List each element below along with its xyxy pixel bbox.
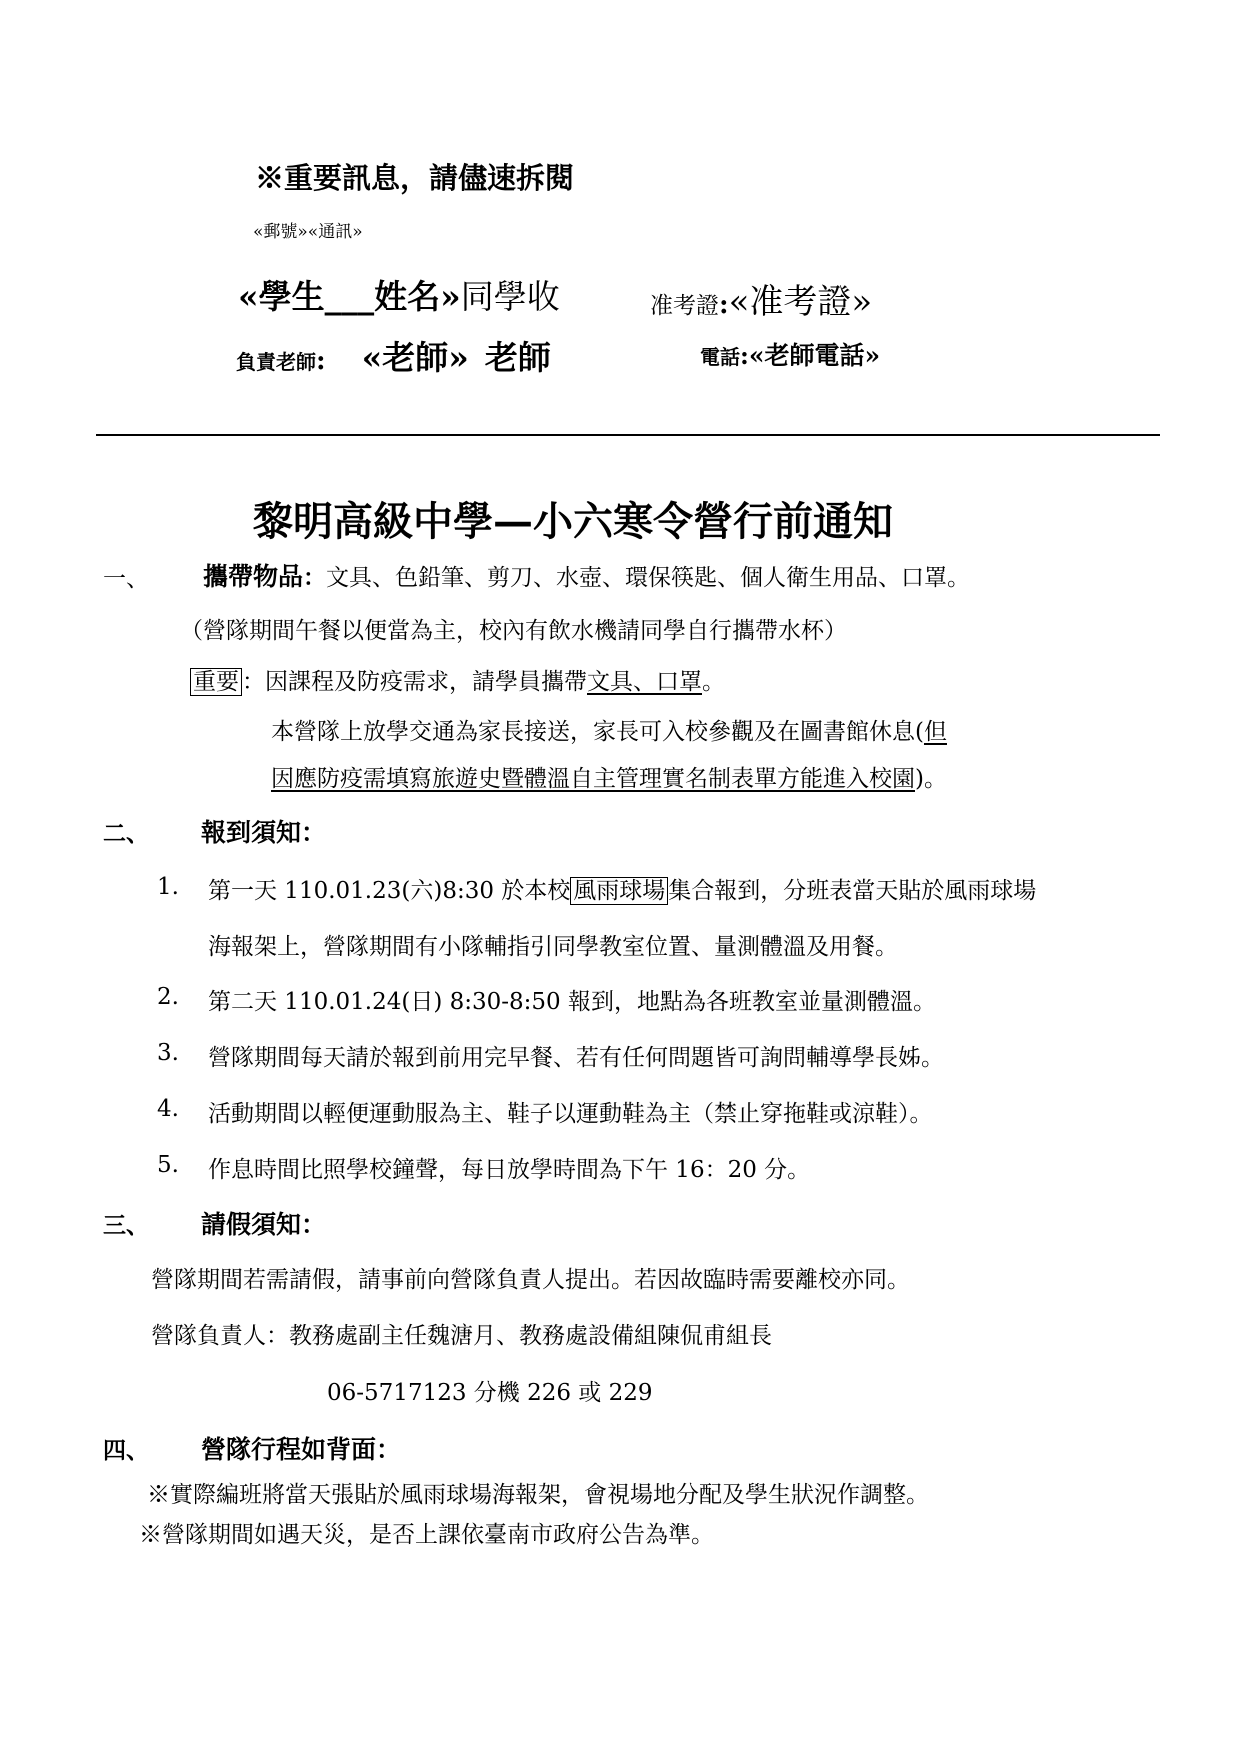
class-assignment-note: ※實際編班將當天張貼於風雨球場海報架，會視場地分配及學生狀況作調整。 (147, 1482, 929, 1508)
important-text-b: 。 (702, 669, 725, 695)
important-tag: 重要 (190, 668, 242, 696)
transport-text-underlined: 但 (923, 719, 947, 745)
section1-items: 文具、色鉛筆、剪刀、水壺、環保筷匙、個人衛生用品、口罩。 (326, 565, 971, 591)
section4-heading: 營隊行程如背面： (201, 1435, 402, 1464)
exam-id-colon: : (719, 290, 729, 320)
exam-id-label: 准考證 (650, 293, 719, 319)
list-item: 第二天 110.01.24(日) 8:30-8:50 報到，地點為各班教室並量測體溫。 (208, 989, 937, 1015)
teacher-label: 負責老師 (236, 350, 316, 374)
list-item-number: 3. (157, 1040, 179, 1066)
address-merge-field: «郵號»«通訊» (253, 222, 363, 242)
contact-phone: 06-5717123 分機 226 或 229 (327, 1380, 653, 1406)
important-notice: ※重要訊息，請儘速拆閱 (255, 161, 575, 195)
important-text-a: ：因課程及防疫需求，請學員攜帶 (242, 669, 587, 695)
list-item: 作息時間比照學校鐘聲，每日放學時間為下午 16：20 分。 (208, 1157, 811, 1183)
teacher-line (236, 332, 551, 379)
teacher-suffix: 老師 (484, 338, 551, 377)
list-item (208, 872, 1036, 905)
disaster-note: ※營隊期間如遇天災，是否上課依臺南市政府公告為準。 (139, 1522, 714, 1548)
teacher-colon: : (316, 346, 326, 376)
section1-heading: 攜帶物品 (203, 562, 304, 591)
list-item-number: 4. (157, 1096, 179, 1122)
phone-line (700, 336, 880, 372)
exam-id-line (650, 274, 872, 323)
exam-id-merge: «准考證» (728, 282, 873, 322)
list-item-continuation: 海報架上，營隊期間有小隊輔指引同學教室位置、量測體溫及用餐。 (208, 934, 898, 960)
list-item-text: 集合報到，分班表當天貼於風雨球場 (668, 878, 1037, 904)
teacher-merge: «老師» (361, 338, 469, 377)
transport-text-end: )。 (915, 766, 947, 792)
list-item-number: 2. (157, 984, 179, 1010)
leave-policy: 營隊期間若需請假，請事前向營隊負責人提出。若因故臨時需要離校亦同。 (151, 1267, 910, 1293)
venue-boxed: 風雨球場 (570, 877, 668, 905)
list-item: 營隊期間每天請於報到前用完早餐、若有任何問題皆可詢問輔導學長姊。 (208, 1045, 944, 1071)
section4-number: 四、 (103, 1437, 149, 1464)
section1-line (203, 557, 970, 593)
epidemic-requirement: 因應防疫需填寫旅遊史暨體溫自主管理實名制表單方能進入校園 (271, 766, 915, 792)
section2-number: 二、 (103, 820, 149, 847)
recipient-suffix: 同學收 (460, 277, 560, 316)
phone-merge: «老師電話» (748, 341, 881, 370)
student-name-merge: «學生___姓名» (238, 277, 461, 316)
transport-para-line1 (271, 713, 947, 746)
list-item-text: 第一天 110.01.23(六)8:30 於本校 (208, 878, 571, 904)
section3-number: 三、 (103, 1212, 149, 1239)
section1-lunch-note: （營隊期間午餐以便當為主，校內有飲水機請同學自行攜帶水杯） (180, 618, 847, 644)
list-item-number: 1. (157, 874, 179, 900)
header-divider (96, 434, 1160, 436)
section3-heading: 請假須知： (201, 1210, 327, 1239)
camp-contacts: 營隊負責人：教務處副主任魏溏月、教務處設備組陳侃甫組長 (151, 1323, 772, 1349)
recipient-line (238, 271, 560, 318)
transport-text: 本營隊上放學交通為家長接送，家長可入校參觀及在圖書館休息( (271, 719, 924, 745)
transport-para-line2 (271, 760, 947, 793)
phone-colon: : (740, 341, 749, 370)
list-item-number: 5. (157, 1152, 179, 1178)
section1-number: 一、 (103, 566, 149, 592)
phone-label: 電話 (700, 345, 740, 369)
section1-important-line (190, 663, 725, 696)
section2-heading: 報到須知： (201, 818, 327, 847)
page-title: 黎明高級中學—小六寒令營行前通知 (253, 498, 893, 545)
section1-colon: ： (303, 564, 327, 591)
list-item: 活動期間以輕便運動服為主、鞋子以運動鞋為主（禁止穿拖鞋或涼鞋）。 (208, 1101, 933, 1127)
important-text-underlined: 文具、口罩 (587, 669, 702, 695)
